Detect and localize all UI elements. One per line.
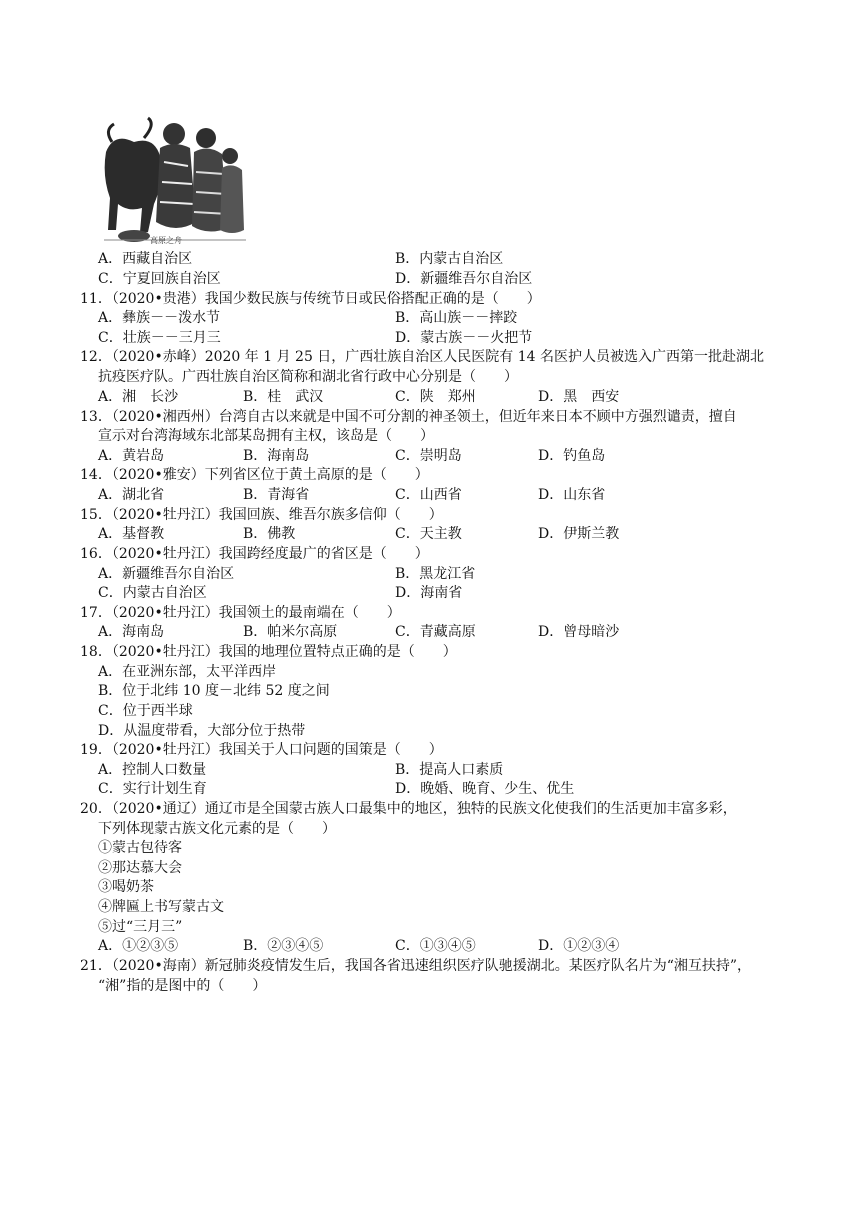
q20-item-1: ①蒙古包待客	[98, 840, 182, 856]
q13-option-d: D．钓鱼岛	[538, 448, 606, 464]
q19-option-b: B．提高人口素质	[395, 762, 504, 778]
q16-option-d: D．海南省	[395, 585, 463, 601]
q11-option-a: A．彝族－－泼水节	[98, 310, 221, 326]
q10-option-b: B．内蒙古自治区	[395, 251, 504, 267]
q20-item-3: ③喝奶茶	[98, 879, 154, 895]
q19-stem: 19．（2020•牡丹江）我国关于人口问题的国策是（ ）	[80, 742, 443, 758]
q13-option-a: A．黄岩岛	[98, 448, 165, 464]
q15-option-a: A．基督教	[98, 526, 165, 542]
q13-stem-line2: 宣示对台湾海域东北部某岛拥有主权，该岛是（ ）	[98, 428, 434, 444]
q20-option-b: B．②③④⑤	[243, 938, 324, 954]
q17-option-c: C．青藏高原	[395, 624, 476, 640]
q15-option-b: B．佛教	[243, 526, 296, 542]
q17-option-b: B．帕米尔高原	[243, 624, 338, 640]
q18-option-a: A．在亚洲东部，太平洋西岸	[98, 664, 277, 680]
q10-option-a: A．西藏自治区	[98, 251, 193, 267]
q15-stem: 15．（2020•牡丹江）我国回族、维吾尔族多信仰（ ）	[80, 507, 443, 523]
q12-option-c: C．陕 郑州	[395, 389, 476, 405]
q20-stem-line2: 下列体现蒙古族文化元素的是（ ）	[98, 821, 336, 837]
q14-option-c: C．山西省	[395, 487, 462, 503]
q20-item-4: ④牌匾上书写蒙古文	[98, 899, 224, 915]
q13-option-c: C．崇明岛	[395, 448, 462, 464]
q19-option-d: D．晚婚、晚育、少生、优生	[395, 781, 575, 797]
q18-option-c: C．位于西半球	[98, 703, 193, 719]
q12-stem-line1: 12．（2020•赤峰）2020 年 1 月 25 日，广西壮族自治区人民医院有 14 名医护人员被选入广西第一批赴湖北	[80, 349, 765, 365]
q20-option-a: A．①②③⑤	[98, 938, 179, 954]
q13-stem-line1: 13．（2020•湘西州）台湾自古以来就是中国不可分割的神圣领土，但近年来日本不顾中方强烈谴责，擅自	[80, 409, 737, 425]
q10-option-c: C．宁夏回族自治区	[98, 271, 221, 287]
q12-stem-line2: 抗疫医疗队。广西壮族自治区简称和湖北省行政中心分别是（ ）	[98, 369, 518, 385]
q20-stem-line1: 20．（2020•通辽）通辽市是全国蒙古族人口最集中的地区，独特的民族文化使我们的生活更加丰富多彩，	[80, 801, 737, 817]
tibetan-people-illustration	[104, 112, 246, 246]
q20-option-d: D．①②③④	[538, 938, 620, 954]
q18-option-b: B．位于北纬 10 度－北纬 52 度之间	[98, 683, 330, 699]
q15-option-c: C．天主教	[395, 526, 462, 542]
q20-item-2: ②那达慕大会	[98, 860, 182, 876]
q13-option-b: B．海南岛	[243, 448, 310, 464]
q16-option-a: A．新疆维吾尔自治区	[98, 566, 235, 582]
q20-item-5: ⑤过“三月三”	[98, 919, 183, 935]
figure-caption: 高原之舟	[150, 236, 182, 245]
q17-option-d: D．曾母暗沙	[538, 624, 620, 640]
q11-option-b: B．高山族－－摔跤	[395, 310, 518, 326]
q19-option-a: A．控制人口数量	[98, 762, 207, 778]
q10-option-d: D．新疆维吾尔自治区	[395, 271, 533, 287]
q12-option-a: A．湘 长沙	[98, 389, 179, 405]
q14-option-a: A．湖北省	[98, 487, 165, 503]
q18-stem: 18．（2020•牡丹江）我国的地理位置特点正确的是（ ）	[80, 644, 457, 660]
q16-stem: 16．（2020•牡丹江）我国跨经度最广的省区是（ ）	[80, 546, 429, 562]
q14-stem: 14．（2020•雅安）下列省区位于黄土高原的是（ ）	[80, 467, 429, 483]
q17-stem: 17．（2020•牡丹江）我国领土的最南端在（ ）	[80, 605, 401, 621]
q11-stem: 11．（2020•贵港）我国少数民族与传统节日或民俗搭配正确的是（ ）	[80, 291, 541, 307]
q21-stem-line1: 21．（2020•海南）新冠肺炎疫情发生后，我国各省迅速组织医疗队驰援湖北。某医疗队名片为“湘互扶持”，	[80, 958, 752, 974]
q12-option-d: D．黑 西安	[538, 389, 620, 405]
q19-option-c: C．实行计划生育	[98, 781, 207, 797]
q21-stem-line2: “湘”指的是图中的（ ）	[98, 978, 267, 994]
q16-option-b: B．黑龙江省	[395, 566, 476, 582]
q11-option-d: D．蒙古族－－火把节	[395, 330, 533, 346]
q18-option-d: D．从温度带看，大部分位于热带	[98, 723, 306, 739]
q15-option-d: D．伊斯兰教	[538, 526, 620, 542]
q14-option-d: D．山东省	[538, 487, 606, 503]
q20-option-c: C．①③④⑤	[395, 938, 476, 954]
q14-option-b: B．青海省	[243, 487, 310, 503]
q17-option-a: A．海南岛	[98, 624, 165, 640]
q11-option-c: C．壮族－－三月三	[98, 330, 221, 346]
q16-option-c: C．内蒙古自治区	[98, 585, 207, 601]
q12-option-b: B．桂 武汉	[243, 389, 324, 405]
